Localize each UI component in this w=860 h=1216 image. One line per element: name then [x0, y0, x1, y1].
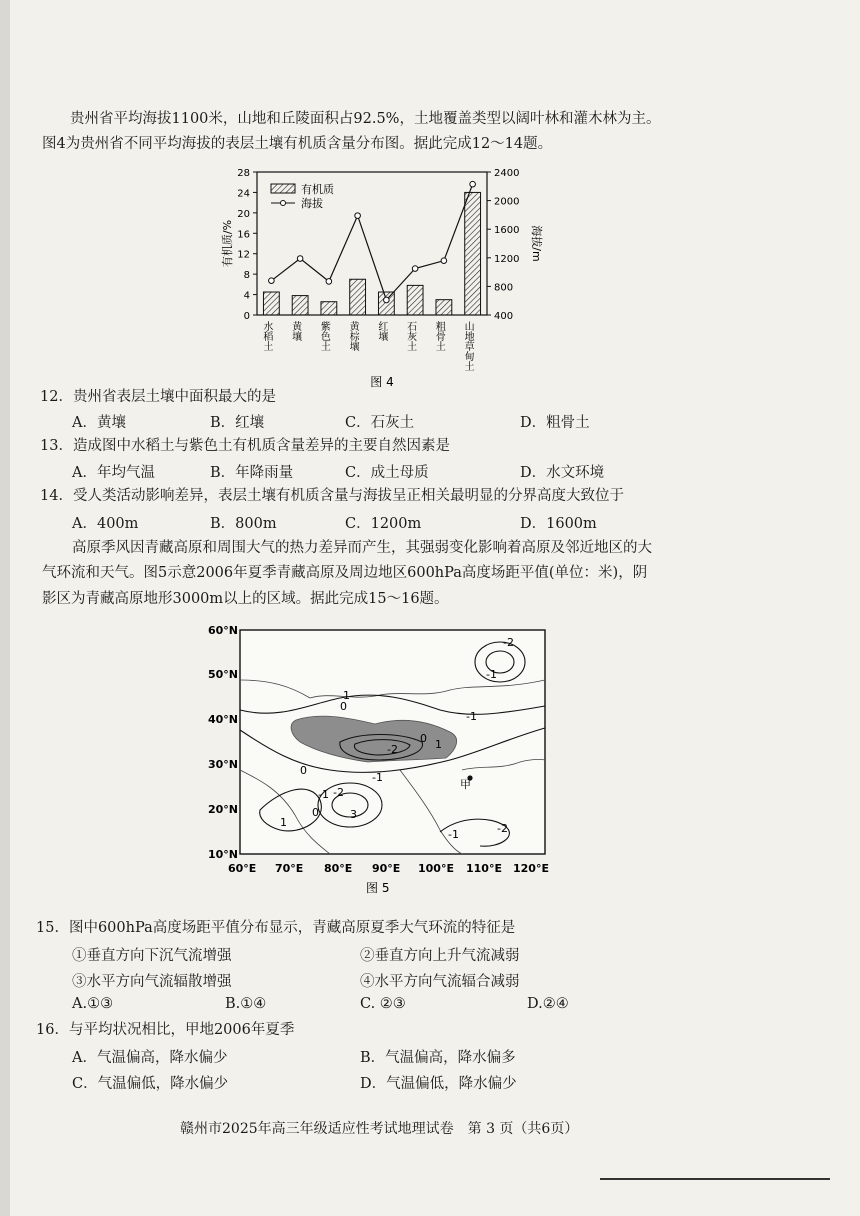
lon-label: 100°E: [418, 862, 454, 875]
soil-chart: [205, 160, 543, 395]
q14-stem: 14．受人类活动影响差异，表层土壤有机质含量与海拔呈正相关最明显的分界高度大致位于: [40, 488, 624, 504]
lon-label: 80°E: [324, 862, 353, 875]
y-tick-label-left: 12: [237, 249, 250, 261]
altitude-point: [297, 256, 303, 262]
contour-label: -1: [466, 710, 477, 723]
q12-stem: 12．贵州省表层土壤中面积最大的是: [40, 389, 276, 405]
contour-label: 3: [350, 808, 357, 821]
legend-point-swatch: [281, 201, 286, 206]
lat-label: 50°N: [208, 668, 239, 681]
y-tick-label-left: 20: [237, 208, 250, 220]
q13-option-c[interactable]: C．成土母质: [345, 465, 429, 481]
q15-option-b[interactable]: B.①④: [225, 996, 267, 1012]
q15-statement-3: ③水平方向气流辐散增强: [72, 974, 232, 990]
contour-label: 1: [280, 816, 287, 829]
contour-label: 1: [435, 738, 442, 751]
y-tick-label-left: 4: [243, 290, 250, 302]
altitude-point: [384, 297, 390, 303]
q12-option-c[interactable]: C．石灰土: [345, 415, 415, 431]
q15-statement-1: ①垂直方向下沉气流增强: [72, 948, 232, 964]
lon-label: 70°E: [275, 862, 304, 875]
x-category-label: 山地草甸土: [462, 321, 474, 371]
q15-statement-4: ④水平方向气流辐合减弱: [360, 974, 520, 990]
intro2-line1: 高原季风因青藏高原和周围大气的热力差异而产生，其强弱变化影响着高原及邻近地区的大: [72, 540, 652, 556]
bottom-rule: [600, 1178, 830, 1180]
contour-label: 0: [312, 806, 319, 819]
y-tick-label-right: 2000: [494, 196, 520, 208]
contour-label: -2: [333, 786, 344, 799]
lat-label: 40°N: [208, 713, 239, 726]
bar-organic-matter: [263, 292, 279, 315]
q12-option-b[interactable]: B．红壤: [210, 415, 265, 431]
x-category-label: 粗骨土: [433, 321, 445, 351]
y-axis-label-left: 有机质/%: [221, 219, 234, 268]
q15-option-d[interactable]: D.②④: [527, 996, 569, 1012]
point-jia-label: 甲: [460, 778, 471, 791]
q15-option-c[interactable]: C. ②③: [360, 996, 406, 1012]
contour-label: -2: [387, 743, 398, 756]
page-footer: 赣州市2025年高三年级适应性考试地理试卷 第 3 页（共6页）: [180, 1121, 579, 1137]
y-tick-label-right: 1200: [494, 253, 520, 265]
q16-option-b[interactable]: B．气温偏高，降水偏多: [360, 1050, 516, 1066]
q16-option-c[interactable]: C．气温偏低，降水偏少: [72, 1076, 229, 1092]
contour-label: 0: [340, 700, 347, 713]
lon-label: 90°E: [372, 862, 401, 875]
contour-label: -1: [372, 771, 383, 784]
q14-option-b[interactable]: B．800m: [210, 516, 277, 532]
q13-stem: 13．造成图中水稻土与紫色土有机质含量差异的主要自然因素是: [40, 438, 450, 454]
bar-organic-matter: [407, 285, 423, 315]
contour-label: -1: [486, 668, 497, 681]
x-category-label: 紫色土: [318, 321, 330, 351]
lat-label: 10°N: [208, 848, 239, 861]
y-tick-label-left: 8: [243, 270, 250, 282]
q13-option-a[interactable]: A．年均气温: [72, 465, 155, 481]
lat-label: 20°N: [208, 803, 239, 816]
contour-label: -1: [318, 788, 329, 801]
q16-stem: 16．与平均状况相比，甲地2006年夏季: [36, 1022, 295, 1038]
q13-option-d[interactable]: D．水文环境: [520, 465, 605, 481]
figure-4-caption: 图 4: [370, 375, 394, 389]
q15-stem: 15．图中600hPa高度场距平值分布显示，青藏高原夏季大气环流的特征是: [36, 920, 516, 936]
lon-label: 110°E: [466, 862, 502, 875]
x-category-label: 黄壤: [289, 321, 301, 341]
bar-organic-matter: [378, 292, 394, 315]
altitude-point: [441, 258, 447, 264]
altitude-point: [470, 181, 476, 187]
lon-label: 60°E: [228, 862, 257, 875]
intro1-line2: 图4为贵州省不同平均海拔的表层土壤有机质含量分布图。据此完成12～14题。: [42, 136, 553, 152]
q14-option-c[interactable]: C．1200m: [345, 516, 422, 532]
bar-organic-matter: [465, 192, 481, 315]
y-tick-label-right: 400: [494, 311, 514, 322]
y-tick-label-right: 800: [494, 282, 514, 294]
y-tick-label-left: 24: [237, 188, 250, 200]
y-tick-label-left: 0: [243, 311, 250, 322]
q14-option-a[interactable]: A．400m: [72, 516, 139, 532]
q12-option-a[interactable]: A．黄壤: [72, 415, 126, 431]
x-category-label: 黄棕壤: [347, 321, 359, 351]
bar-organic-matter: [292, 296, 308, 315]
contour-label: -1: [448, 828, 459, 841]
contour-label: 0: [420, 732, 427, 745]
altitude-point: [269, 278, 275, 284]
x-category-label: 水稻土: [260, 321, 272, 351]
legend-bar-swatch: [271, 184, 295, 193]
q15-option-a[interactable]: A.①③: [72, 996, 114, 1012]
legend-label-organic: 有机质: [301, 183, 334, 196]
q15-statement-2: ②垂直方向上升气流减弱: [360, 948, 520, 964]
y-tick-label-left: 28: [237, 168, 250, 179]
y-tick-label-left: 16: [237, 229, 250, 241]
contour-label: -2: [497, 822, 508, 835]
legend-label-altitude: 海拔: [301, 197, 323, 210]
contour-label: -2: [503, 636, 514, 649]
q16-option-d[interactable]: D．气温偏低，降水偏少: [360, 1076, 517, 1092]
lat-label: 30°N: [208, 758, 239, 771]
figure-5-caption: 图 5: [366, 881, 390, 895]
scan-edge: [0, 0, 10, 1216]
altitude-point: [412, 266, 418, 272]
q12-option-d[interactable]: D．粗骨土: [520, 415, 590, 431]
y-tick-label-right: 2400: [494, 168, 520, 179]
intro1-line1: 贵州省平均海拔1100米，山地和丘陵面积占92.5%，土地覆盖类型以阔叶林和灌木林为主。: [70, 111, 661, 127]
contour-label: 1: [343, 689, 350, 702]
intro2-line2: 气环流和天气。图5示意2006年夏季青藏高原及周边地区600hPa高度场距平值(单位：米)，阴: [42, 565, 648, 581]
pressure-anomaly-map: [200, 620, 560, 900]
intro2-line3: 影区为青藏高原地形3000m以上的区域。据此完成15～16题。: [42, 591, 449, 607]
altitude-point: [355, 213, 361, 219]
bar-organic-matter: [321, 302, 337, 315]
q14-option-d[interactable]: D．1600m: [520, 516, 597, 532]
contour-label: 0: [300, 764, 307, 777]
bar-organic-matter: [436, 300, 452, 315]
x-category-label: 石灰土: [404, 321, 416, 351]
lat-label: 60°N: [208, 624, 239, 637]
lon-label: 120°E: [513, 862, 549, 875]
altitude-point: [326, 279, 332, 285]
q13-option-b[interactable]: B．年降雨量: [210, 465, 294, 481]
q16-option-a[interactable]: A．气温偏高，降水偏少: [72, 1050, 228, 1066]
y-axis-label-right: 海拔/m: [530, 225, 543, 262]
y-tick-label-right: 1600: [494, 225, 520, 237]
x-category-label: 红壤: [375, 321, 387, 341]
bar-organic-matter: [350, 279, 366, 315]
